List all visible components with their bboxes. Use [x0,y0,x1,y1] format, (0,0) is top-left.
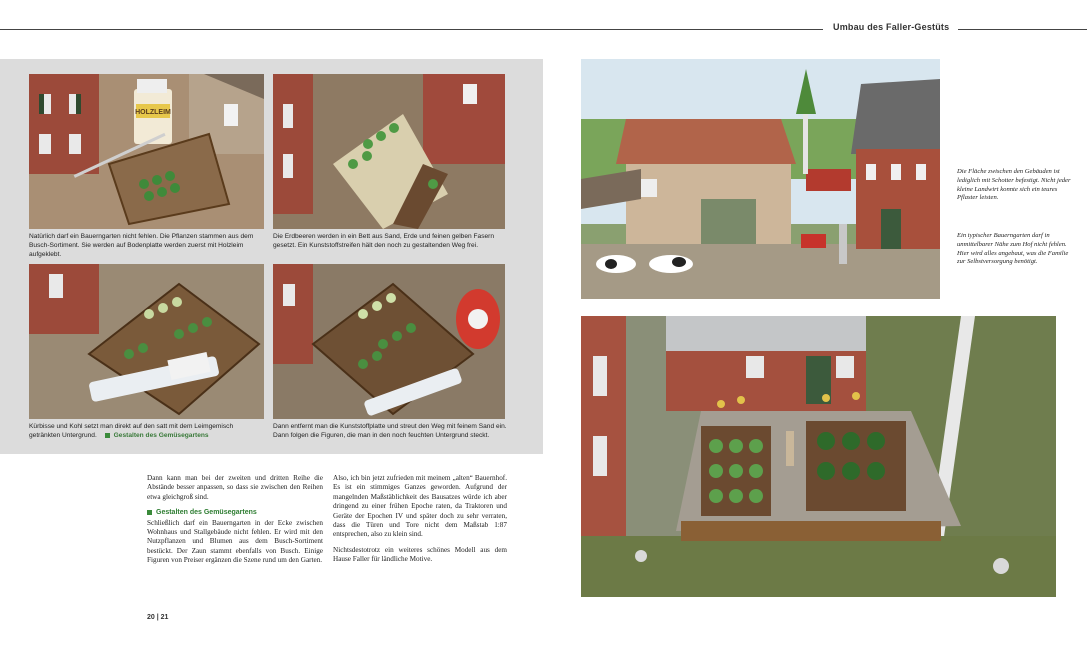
square-bullet-icon [105,433,110,438]
caption-step-3 [29,422,265,440]
body-column-2 [333,474,507,571]
body-paragraph: Schließlich darf ein Bauerngarten in der Ecke zwischen Wohnhaus und Stallgebäude nicht fehlen. Er wird mit den Nutzpflanzen und Blumen aus dem Busch-Sortiment bestückt. Der Zaun stammt ebenfalls von Busch. Einige Figuren von Preiser ergänzen die Szene rund um den Garten. [147,518,323,565]
photo-garden-step-1 [29,74,264,229]
photo-vegetable-garden [581,316,1056,597]
caption-subhead [105,432,209,439]
caption-step-2: Die Erdbeeren werden in ein Bett aus Sand, Erde und feinen gelben Fasern gesetzt. Ein Kunststoffstreifen hält den noch zu gestaltenden Weg frei. [273,233,495,249]
side-caption-1: Die Fläche zwischen den Gebäuden ist lediglich mit Schotter befestigt. Nicht jeder kleine Landwirt konnte sich ein teures Pflaster leisten. [957,168,1071,202]
running-head: Umbau des Faller-Gestüts [833,22,950,32]
caption-step-4: Dann entfernt man die Kunststoffplatte und streut den Weg mit feinem Sand ein. Dann folgen die Figuren, die man in den noch feuchten Untergrund steckt. [273,423,507,439]
top-rule-right-b [958,29,1087,30]
caption-subhead-text: Gestalten des Gemüsegartens [113,432,209,439]
section-subhead-text: Gestalten des Gemüsegartens [156,509,257,517]
photo-garden-step-3 [29,264,264,419]
side-caption-2: Ein typischer Bauerngarten darf in unmittelbarer Nähe zum Hof nicht fehlen. Hier wird alles angebaut, was die Familie zur Selbstversorgung benötigt. [957,232,1069,266]
photo-garden-step-4 [273,264,505,419]
body-paragraph: Dann kann man bei der zweiten und dritten Reihe die Abstände besser anpassen, so dass sie zwischen den Reihen etwa gleichgroß sind. [147,474,323,501]
section-subhead [147,508,323,517]
caption-step-3-text: Kürbisse und Kohl setzt man direkt auf den satt mit dem Leimgemisch getränkten Untergrund. [29,423,234,439]
square-bullet-icon [147,510,152,515]
top-rule-left [0,29,543,30]
page-numbers: 20 | 21 [147,614,169,621]
body-column-1 [147,474,323,572]
glue-label: HOLZLEIM [135,109,171,116]
body-paragraph: Also, ich bin jetzt zufrieden mit meinem „alten“ Bauernhof. Es ist ein stimmiges Ganzes geworden. Aufgrund der mangelnden Maßstäblichkeit des Bausatzes würde ich aber dringend zu einer frühen Epoche raten, da Traktoren und Geräte der Epochen IV und später doch zu sehr verraten, dass die Türen und Tore nicht dem Maßstab 1:87 entsprechen, also zu klein sind. [333,474,507,539]
photo-farmyard [581,59,940,299]
photo-garden-step-2 [273,74,505,229]
top-rule-right-a [543,29,823,30]
body-paragraph: Nichtsdestotrotz ein weiteres schönes Modell aus dem Hause Faller für ländliche Motive. [333,545,507,564]
caption-step-1: Natürlich darf ein Bauerngarten nicht fehlen. Die Pflanzen stammen aus dem Busch-Sortiment. Sie werden auf Bodenplatte werden zuerst mit Holzleim aufgeklebt. [29,233,254,258]
